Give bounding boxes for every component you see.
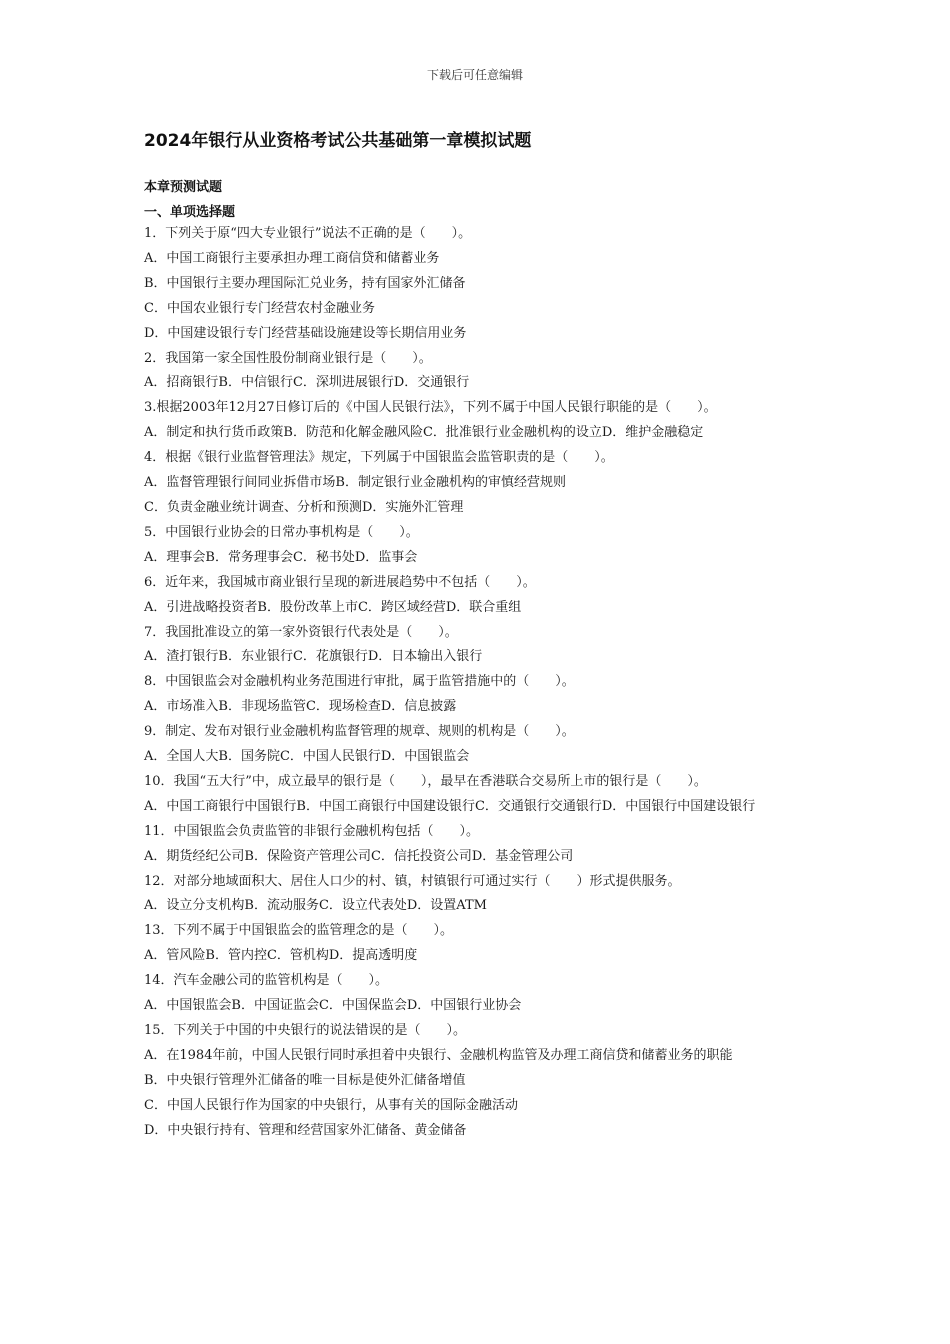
question-line: 15．下列关于中国的中央银行的说法错误的是（ ）。: [144, 1023, 467, 1038]
question-list: [144, 222, 810, 1144]
option-line: A．理事会B．常务理事会C．秘书处D．监事会: [144, 549, 418, 565]
option-line: A．期货经纪公司B．保险资产管理公司C．信托投资公司D．基金管理公司: [144, 848, 574, 864]
option-line: B．中国银行主要办理国际汇兑业务，持有国家外汇储备: [144, 275, 466, 291]
question-line: 6．近年来，我国城市商业银行呈现的新进展趋势中不包括（ ）。: [144, 574, 536, 590]
option-line: A．招商银行B．中信银行C．深圳进展银行D．交通银行: [144, 375, 470, 391]
question-line: 10．我国“五大行”中，成立最早的银行是（ ），最早在香港联合交易所上市的银行是（ ）。: [144, 773, 707, 789]
option-line: A．中国工商银行中国银行B．中国工商银行中国建设银行C．交通银行交通银行D．中国银行中国建设银行: [144, 798, 756, 814]
page-header: 下载后可任意编辑: [426, 68, 523, 82]
option-line: A．中国工商银行主要承担办理工商信贷和储蓄业务: [144, 250, 440, 266]
question-line: 3.根据2003年12月27日修订后的《中国人民银行法》，下列不属于中国人民银行职能的是（ ）。: [144, 400, 717, 416]
option-line: A．管风险B．管内控C．管机构D．提高透明度: [144, 948, 418, 964]
question-line: 12．对部分地域面积大、居住人口少的村、镇，村镇银行可通过实行（ ）形式提供服务。: [144, 873, 681, 889]
option-line: A．制定和执行货币政策B．防范和化解金融风险C．批准银行业金融机构的设立D．维护金融稳定: [144, 425, 704, 441]
option-line: A．中国银监会B．中国证监会C．中国保监会D．中国银行业协会: [144, 998, 522, 1014]
question-line: 13．下列不属于中国银监会的监管理念的是（ ）。: [144, 923, 454, 939]
question-line: 14．汽车金融公司的监管机构是（ ）。: [144, 973, 389, 989]
section-label: 本章预测试题: [144, 180, 223, 195]
question-line: 7．我国批准设立的第一家外资银行代表处是（ ）。: [144, 624, 458, 640]
question-line: 1．下列关于原“四大专业银行”说法不正确的是（ ）。: [144, 226, 472, 241]
option-line: D．中国建设银行专门经营基础设施建设等长期信用业务: [144, 325, 467, 341]
option-line: A．渣打银行B．东业银行C．花旗银行D．日本输出入银行: [144, 649, 483, 665]
option-line: B．中央银行管理外汇储备的唯一目标是使外汇储备增值: [144, 1072, 466, 1088]
question-line: 11．中国银监会负责监管的非银行金融机构包括（ ）。: [144, 823, 480, 839]
question-line: 8．中国银监会对金融机构业务范围进行审批，属于监管措施中的（ ）。: [144, 674, 575, 690]
option-line: A．全国人大B．国务院C．中国人民银行D．中国银监会: [144, 749, 470, 765]
option-line: A．设立分支机构B．流动服务C．设立代表处D．设置ATM: [144, 898, 487, 914]
option-line: A．市场准入B．非现场监管C．现场检查D．信息披露: [144, 699, 457, 715]
option-line: C．负责金融业统计调查、分析和预测D．实施外汇管理: [144, 499, 464, 515]
option-line: A．引进战略投资者B．股份改革上市C．跨区域经营D．联合重组: [144, 599, 522, 615]
question-line: 9．制定、发布对银行业金融机构监督管理的规章、规则的机构是（ ）。: [144, 724, 575, 740]
option-line: A．在1984年前，中国人民银行同时承担着中央银行、金融机构监管及办理工商信贷和储蓄业务的职能: [144, 1047, 733, 1063]
option-line: C．中国人民银行作为国家的中央银行，从事有关的国际金融活动: [144, 1097, 518, 1113]
option-line: A．监督管理银行间同业拆借市场B．制定银行业金融机构的审慎经营规则: [144, 475, 566, 491]
question-line: 4．根据《银行业监督管理法》规定，下列属于中国银监会监管职责的是（ ）。: [144, 450, 614, 466]
subsection-label: 一、单项选择题: [144, 205, 236, 220]
document-title: 2024年银行从业资格考试公共基础第一章模拟试题: [144, 131, 532, 151]
question-line: 5．中国银行业协会的日常办事机构是（ ）。: [144, 524, 419, 540]
option-line: C．中国农业银行专门经营农村金融业务: [144, 300, 375, 316]
question-line: 2．我国第一家全国性股份制商业银行是（ ）。: [144, 350, 432, 366]
option-line: D．中央银行持有、管理和经营国家外汇储备、黄金储备: [144, 1122, 467, 1138]
